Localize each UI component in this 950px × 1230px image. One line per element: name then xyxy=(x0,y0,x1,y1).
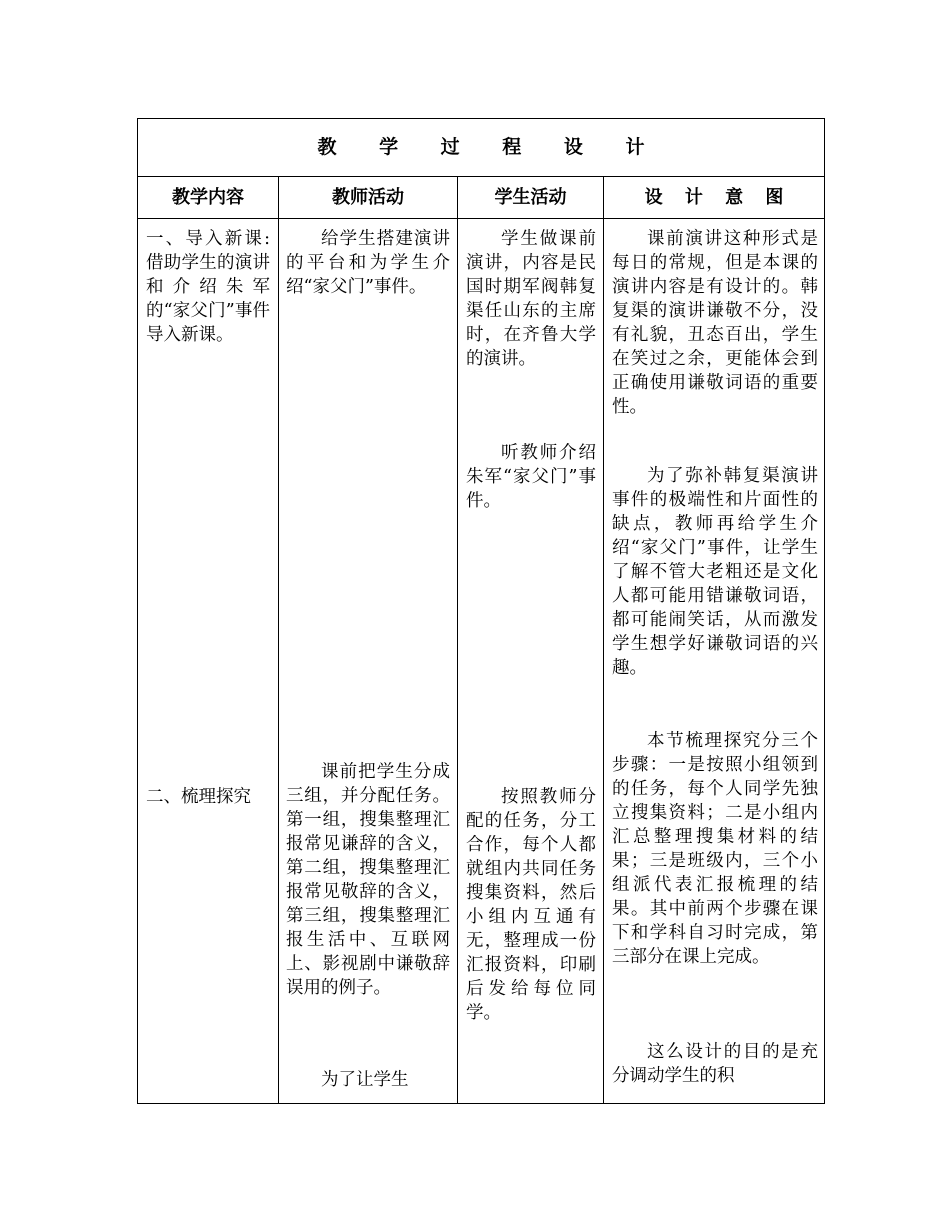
row2-intent-p2: 这么设计的目的是充分调动学生的积 xyxy=(612,1042,818,1086)
header-content: 教学内容 xyxy=(172,187,244,208)
row2-content: 二、梳理探究 xyxy=(146,787,251,807)
header-divider xyxy=(138,218,824,219)
lesson-design-table xyxy=(137,118,825,1104)
column-divider xyxy=(603,176,604,1103)
row1-intent-p1: 课前演讲这种形式是每日的常规，但是本课的演讲内容是有设计的。韩复渠的演讲谦敬不分，没有礼貌，丑态百出，学生在笑过之余，更能体会到正确使用谦敬词语的重要性。 xyxy=(612,229,818,417)
row2-intent-p1: 本节梳理探究分三个步骤：一是按照小组领到的任务，每个人同学先独立搜集资料；二是小组内汇总整理搜集材料的结果；三是班级内，三个小组派代表汇报梳理的结果。其中前两个步骤在课下和学科自习时完成，第三部分在课上完成。 xyxy=(612,731,818,967)
row1-content: 一、导入新课:借助学生的演讲和介绍朱军的“家父门”事件导入新课。 xyxy=(146,229,270,345)
header-student: 学生活动 xyxy=(494,187,567,208)
table-title: 教 学 过 程 设 计 xyxy=(317,136,663,158)
row2-teacher-p2: 为了让学生 xyxy=(321,1070,409,1090)
header-intent: 设 计 意 图 xyxy=(644,187,792,208)
header-teacher: 教师活动 xyxy=(332,187,404,208)
row1-teacher: 给学生搭建演讲的平台和为学生介绍“家父门”事件。 xyxy=(286,229,450,297)
row1-student-p2: 听教师介绍朱军“家父门”事件。 xyxy=(466,443,596,511)
row2-student: 按照教师分配的任务，分工合作，每个人都就组内共同任务搜集资料，然后小组内互通有无，整理成一份汇报资料，印刷后发给每位同学。 xyxy=(466,787,596,1023)
row2-teacher-p1: 课前把学生分成三组，并分配任务。第一组，搜集整理汇报常见谦辞的含义，第二组，搜集整理汇报常见敬辞的含义，第三组，搜集整理汇报生活中、互联网上、影视剧中谦敬辞误用的例子。 xyxy=(286,762,450,998)
row1-intent-p2: 为了弥补韩复渠演讲事件的极端性和片面性的缺点，教师再给学生介绍“家父门”事件，让学生了解不管大老粗还是文化人都可能用错谦敬词语，都可能闹笑话，从而激发学生想学好谦敬词语的兴趣。 xyxy=(612,466,818,678)
column-divider xyxy=(457,176,458,1103)
row1-student-p1: 学生做课前演讲，内容是民国时期军阀韩复渠任山东的主席时，在齐鲁大学的演讲。 xyxy=(466,229,596,369)
column-divider xyxy=(278,176,279,1103)
